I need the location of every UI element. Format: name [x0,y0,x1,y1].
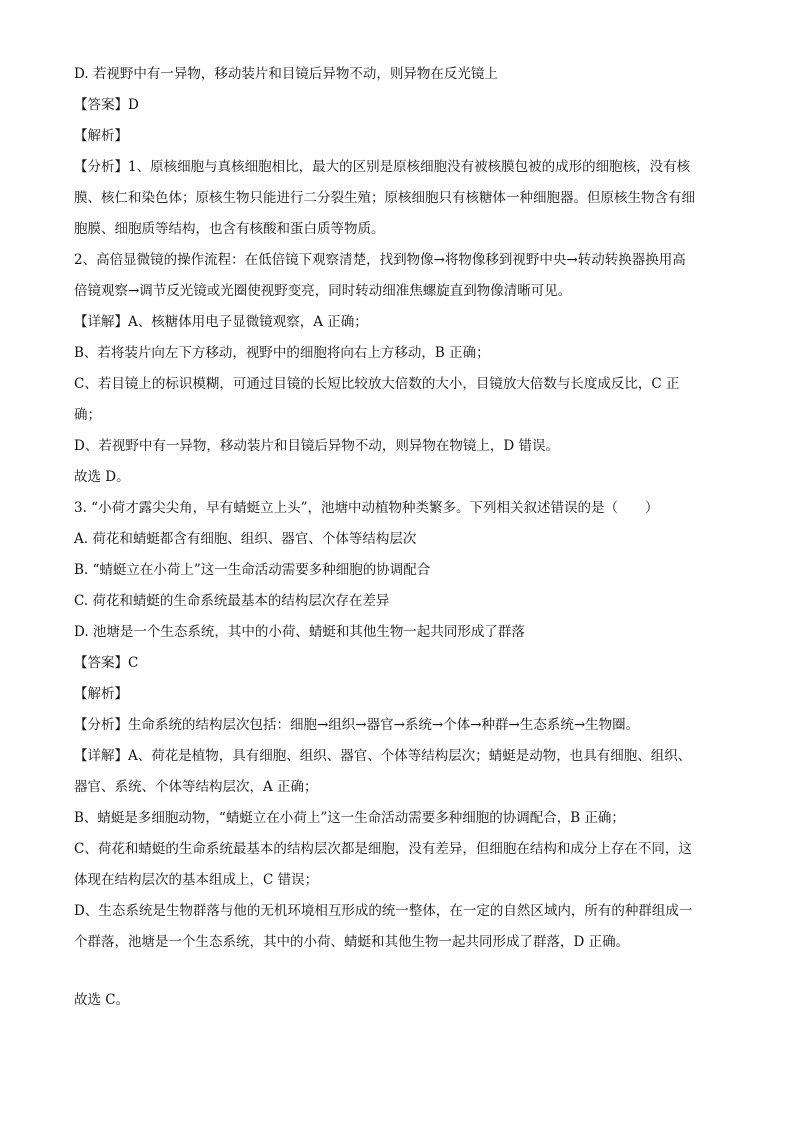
analysis-text-q2-line5: 倍镜观察→调节反光镜或光圈使视野变亮，同时转动细准焦螺旋直到物像清晰可见。 [74,283,572,299]
analysis-label-q3: 【解析】 [74,686,128,702]
analysis-label-q2: 【解析】 [74,128,128,144]
analysis-text-q3: 【分析】生命系统的结构层次包括：细胞→组织→器官→系统→个体→种群→生态系统→生物圈。 [74,717,640,733]
detail-q3-a-line1: 【详解】A、荷花是植物，具有细胞、组织、器官、个体等结构层次；蜻蜓是动物，也具有细胞、组织、 [74,748,692,764]
detail-q2-c-line2: 确； [74,407,101,423]
detail-q3-a-line2: 器官、系统、个体等结构层次，A 正确； [74,779,318,795]
detail-q2-b: B、若将装片向左下方移动，视野中的细胞将向右上方移动，B 正确； [74,345,490,361]
detail-q3-c-line2: 体现在结构层次的基本组成上，C 错误； [74,872,319,888]
detail-q3-d-line2: 个群落，池塘是一个生态系统，其中的小荷、蜻蜓和其他生物一起共同形成了群落，D 正确。 [74,934,630,950]
document-page [74,64,724,1010]
analysis-text-q2-line1: 【分析】1、原核细胞与真核细胞相比，最大的区别是原核细胞没有被核膜包被的成形的细胞核，没有核 [74,159,691,175]
question-3-option-a: A. 荷花和蜻蜓都含有细胞、组织、器官、个体等结构层次 [74,531,417,547]
analysis-text-q2-line4: 2、高倍显微镜的操作流程：在低倍镜下观察清楚，找到物像→将物像移到视野中央→转动转换器换用高 [74,252,686,268]
choice-q3: 故选 C。 [74,992,130,1008]
analysis-text-q2-line2: 膜、核仁和染色体；原核生物只能进行二分裂生殖；原核细胞只有核糖体一种细胞器。但原核生物含有细 [74,190,695,206]
choice-q2: 故选 D。 [74,469,130,485]
detail-q3-b: B、蜻蜓是多细胞动物，“蜻蜓立在小荷上”这一生命活动需要多种细胞的协调配合，B 正确； [74,810,625,826]
option-d-previous: D. 若视野中有一异物，移动装片和目镜后异物不动，则异物在反光镜上 [74,66,498,82]
detail-q3-d-line1: D、生态系统是生物群落与他的无机环境相互形成的统一整体，在一定的自然区域内，所有的种群组成一 [74,903,693,919]
answer-label-q2: 【答案】D [74,97,139,113]
detail-q3-c-line1: C、荷花和蜻蜓的生命系统最基本的结构层次都是细胞，没有差异，但细胞在结构和成分上存在不同，这 [74,841,692,857]
analysis-text-q2-line3: 胞膜、细胞质等结构，也含有核酸和蛋白质等物质。 [74,221,385,237]
detail-q2-d: D、若视野中有一异物，移动装片和目镜后异物不动，则异物在物镜上，D 错误。 [74,438,559,454]
question-3-option-b: B. “蜻蜓立在小荷上”这一生命活动需要多种细胞的协调配合 [74,562,431,578]
detail-q2-a: 【详解】A、核糖体用电子显微镜观察，A 正确； [74,314,368,330]
question-3-option-d: D. 池塘是一个生态系统，其中的小荷、蜻蜓和其他生物一起共同形成了群落 [74,624,525,640]
answer-label-q3: 【答案】C [74,655,139,671]
question-3-stem: 3. “小荷才露尖尖角，早有蜻蜓立上头”，池塘中动植物种类繁多。下列相关叙述错误的是（ ） [74,500,659,516]
question-3-option-c: C. 荷花和蜻蜓的生命系统最基本的结构层次存在差异 [74,593,390,609]
detail-q2-c-line1: C、若目镜上的标识模糊，可通过目镜的长短比较放大倍数的大小，目镜放大倍数与长度成反比，C 正 [74,376,680,392]
